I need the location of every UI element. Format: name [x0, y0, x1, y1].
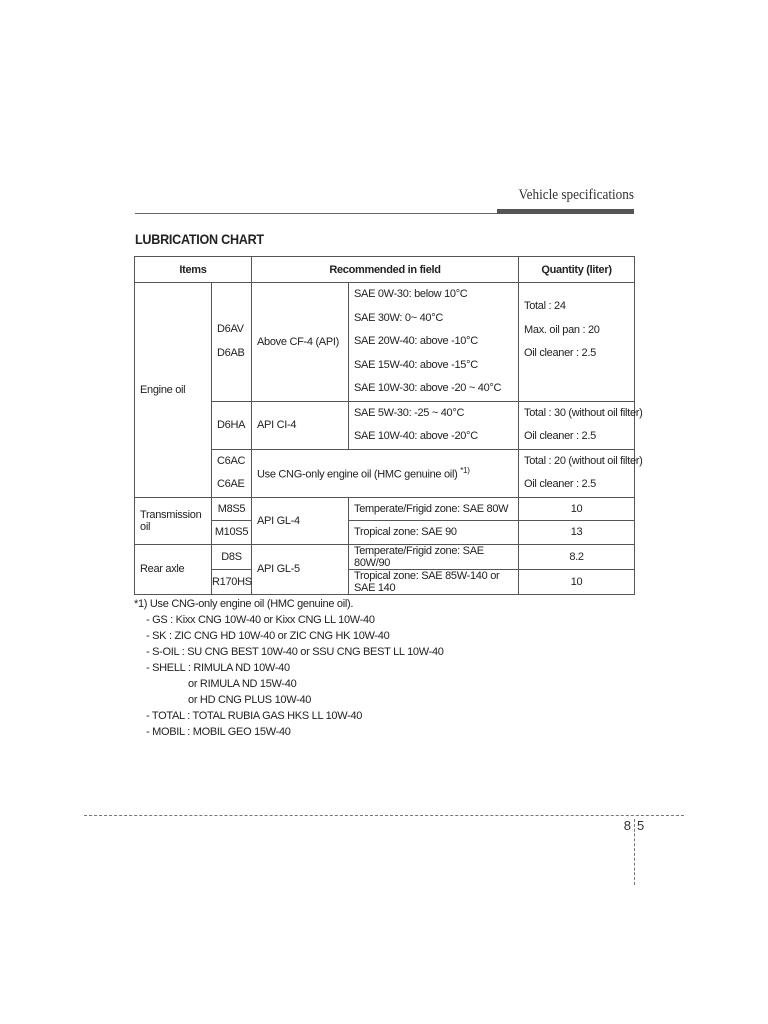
spec-cell: API GL-4	[252, 497, 349, 544]
page-number-divider	[634, 819, 635, 885]
table-row	[135, 283, 635, 402]
quantity-line: Oil cleaner : 2.5	[524, 430, 596, 442]
footer-divider	[84, 815, 684, 816]
footnote-item: - S-OIL : SU CNG BEST 10W-40 or SSU CNG BEST LL 10W-40	[146, 646, 444, 658]
quantity-cell	[519, 449, 643, 497]
model-cell: M10S5	[212, 521, 252, 545]
grade-line: SAE 0W-30: below 10°C	[354, 288, 468, 300]
item-engine-oil: Engine oil	[135, 283, 212, 498]
quantity-cell	[519, 283, 635, 402]
quantity-line: Max. oil pan : 20	[524, 323, 600, 336]
header-quantity: Quantity (liter)	[519, 257, 635, 283]
quantity-line: Oil cleaner : 2.5	[524, 478, 596, 490]
model-label: C6AE	[217, 478, 245, 490]
section-title: LUBRICATION CHART	[135, 231, 264, 247]
spec-cell: API CI-4	[252, 401, 349, 449]
header-recommended: Recommended in field	[252, 257, 519, 283]
grade-cell: Tropical zone: SAE 85W-140 or SAE 140	[349, 569, 519, 594]
header-rule	[135, 213, 497, 214]
cng-spec-text: Use CNG-only engine oil (HMC genuine oil)	[257, 468, 458, 481]
model-cell: R170HS	[212, 569, 252, 594]
footnote-item: - MOBIL : MOBIL GEO 15W-40	[146, 726, 291, 738]
lubrication-table	[134, 256, 643, 595]
quantity-line: Total : 30 (without oil filter)	[524, 406, 643, 419]
grade-cell: Temperate/Frigid zone: SAE 80W	[349, 497, 519, 521]
footnote-heading: *1) Use CNG-only engine oil (HMC genuine oil).	[134, 598, 354, 610]
quantity-cell: 10	[519, 497, 635, 521]
grade-line: SAE 10W-30: above -20 ~ 40°C	[354, 382, 502, 394]
footnote-item-cont: or RIMULA ND 15W-40	[188, 678, 297, 690]
quantity-cell: 10	[519, 569, 635, 594]
table-header-row	[135, 257, 635, 283]
spec-cell: API GL-5	[252, 544, 349, 594]
item-rear-axle: Rear axle	[135, 544, 212, 594]
header-rule-accent	[497, 209, 634, 214]
grade-line: SAE 20W-40: above -10°C	[354, 335, 478, 347]
model-cell	[212, 283, 252, 402]
quantity-cell: 13	[519, 521, 635, 545]
header-items: Items	[135, 257, 252, 283]
model-label: D6AV	[217, 323, 244, 336]
header-title: Vehicle specifications	[518, 187, 634, 203]
footnote-item: - SHELL : RIMULA ND 10W-40	[146, 662, 290, 674]
quantity-line: Total : 20 (without oil filter)	[524, 454, 643, 467]
item-transmission-oil: Transmission oil	[135, 497, 212, 544]
footnote-item: - GS : Kixx CNG 10W-40 or Kixx CNG LL 10W-40	[146, 614, 375, 626]
grade-cell: Tropical zone: SAE 90	[349, 521, 519, 545]
model-label: C6AC	[217, 454, 246, 467]
grade-line: SAE 30W: 0~ 40°C	[354, 311, 443, 324]
footnote-item: - SK : ZIC CNG HD 10W-40 or ZIC CNG HK 10W-40	[146, 630, 390, 642]
footnote-item: - TOTAL : TOTAL RUBIA GAS HKS LL 10W-40	[146, 710, 363, 722]
grade-cell: Temperate/Frigid zone: SAE 80W/90	[349, 544, 519, 569]
footnote-ref: *1)	[460, 465, 470, 475]
quantity-line: Oil cleaner : 2.5	[524, 347, 596, 359]
grade-line: SAE 15W-40: above -15°C	[354, 358, 478, 371]
footnote-item-cont: or HD CNG PLUS 10W-40	[188, 694, 312, 706]
grade-cell	[349, 283, 519, 402]
page-number: 5	[637, 818, 645, 833]
grade-cell	[349, 401, 519, 449]
model-cell: D6HA	[212, 401, 252, 449]
model-label: D6AB	[217, 346, 245, 359]
spec-cell: Above CF-4 (API)	[252, 283, 349, 402]
table-row	[135, 497, 635, 521]
chapter-number: 8	[623, 818, 631, 833]
footnotes	[134, 596, 444, 740]
grade-line: SAE 10W-40: above -20°C	[354, 430, 478, 442]
spec-cell	[252, 449, 519, 497]
quantity-cell: 8.2	[519, 544, 635, 569]
model-cell: M8S5	[212, 497, 252, 521]
quantity-line: Total : 24	[524, 300, 566, 312]
quantity-cell	[519, 401, 643, 449]
table-row	[135, 544, 635, 569]
model-cell	[212, 449, 252, 497]
grade-line: SAE 5W-30: -25 ~ 40°C	[354, 406, 465, 419]
model-cell: D8S	[212, 544, 252, 569]
